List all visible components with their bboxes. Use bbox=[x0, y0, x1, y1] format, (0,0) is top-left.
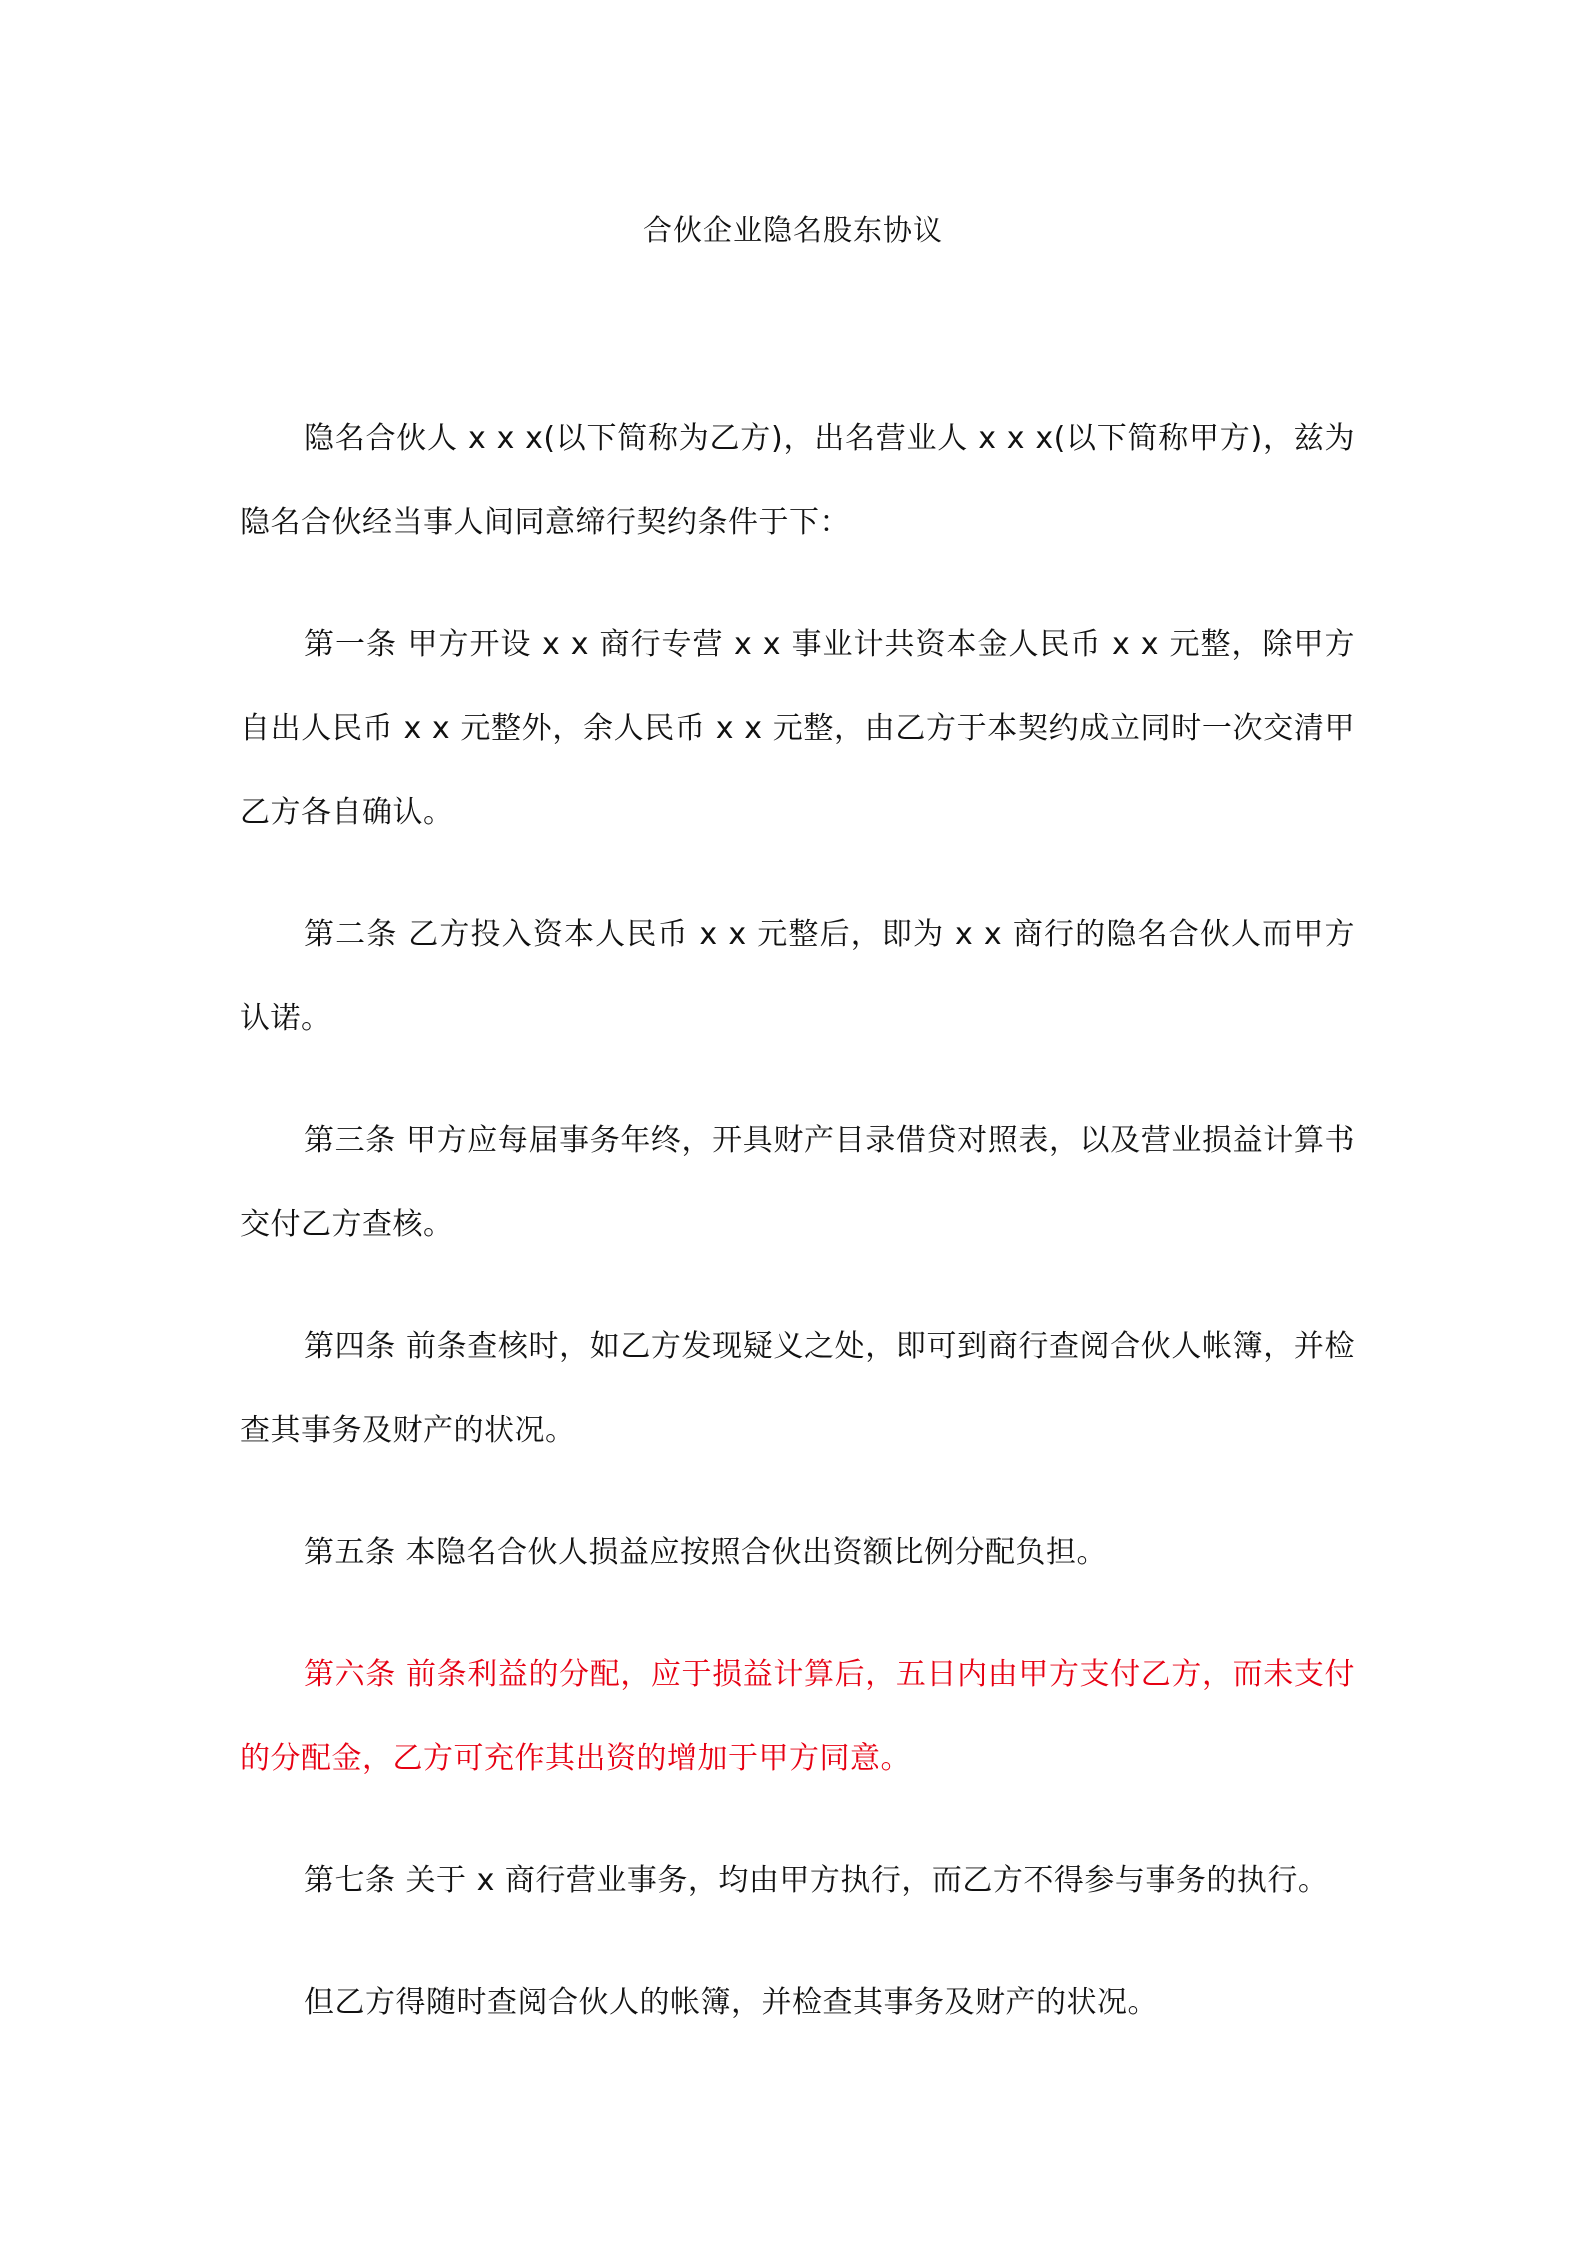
article-7-supplement-paragraph: 但乙方得随时查阅合伙人的帐簿，并检查其事务及财产的状况。 bbox=[304, 1985, 1158, 2020]
article-5-paragraph: 第五条 本隐名合伙人损益应按照合伙出资额比例分配负担。 bbox=[304, 1535, 1108, 1570]
article-7-paragraph: 第七条 关于 x 商行营业事务，均由甲方执行，而乙方不得参与事务的执行。 bbox=[304, 1863, 1329, 1898]
article-1-paragraph: 第一条 甲方开设 x x 商行专营 x x 事业计共资本金人民币 x x 元整，除甲方自出人民币 x x 元整外，余人民币 x x 元整，由乙方于本契约成立同时一次交清甲乙方各自确认。 bbox=[240, 627, 1355, 830]
intro-paragraph: 隐名合伙人 x x x(以下简称为乙方)，出名营业人 x x x(以下简称甲方)，兹为隐名合伙经当事人间同意缔行契约条件于下： bbox=[240, 421, 1355, 540]
article-2-paragraph: 第二条 乙方投入资本人民币 x x 元整后，即为 x x 商行的隐名合伙人而甲方认诺。 bbox=[240, 917, 1355, 1036]
document-title: 合伙企业隐名股东协议 bbox=[642, 213, 943, 247]
article-6-paragraph: 第六条 前条利益的分配，应于损益计算后，五日内由甲方支付乙方，而未支付的分配金，乙方可充作其出资的增加于甲方同意。 bbox=[240, 1657, 1355, 1776]
article-3-paragraph: 第三条 甲方应每届事务年终，开具财产目录借贷对照表，以及营业损益计算书交付乙方查核。 bbox=[240, 1123, 1355, 1242]
document-body bbox=[240, 397, 1355, 2045]
article-4-paragraph: 第四条 前条查核时，如乙方发现疑义之处，即可到商行查阅合伙人帐簿，并检查其事务及财产的状况。 bbox=[240, 1329, 1355, 1448]
